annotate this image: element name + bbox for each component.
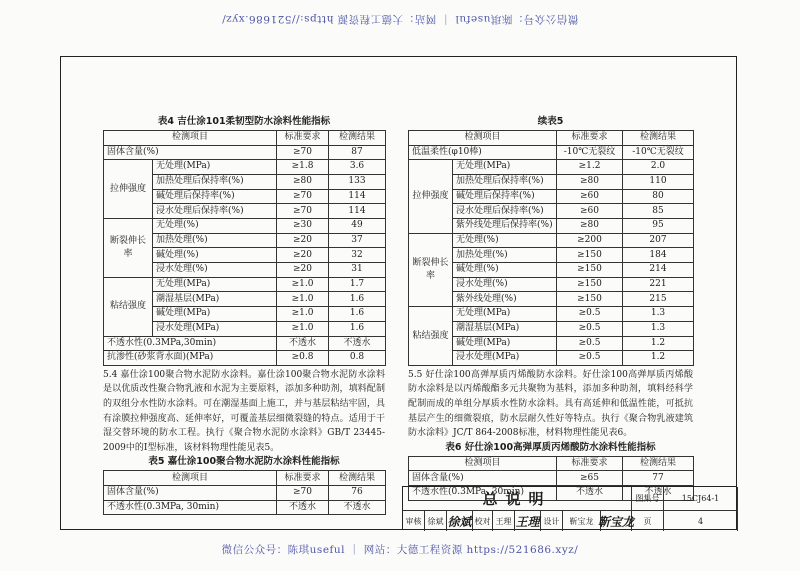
cell-requirement: ≥1.0 — [277, 321, 329, 336]
drawing-title: 总说明 — [403, 487, 632, 511]
cell-requirement: ≥200 — [557, 233, 623, 248]
table4-header-req: 标准要求 — [277, 130, 329, 145]
cell-item: 碱处理(MPa) — [453, 336, 557, 351]
cell-item: 不透水性(0.3MPa, 30min) — [409, 486, 557, 501]
cell-result: 114 — [329, 204, 386, 219]
cell-item: 紫外线处理后保持率(%) — [453, 219, 557, 234]
cell-result: 2.0 — [623, 160, 694, 175]
cell-requirement: ≥20 — [277, 248, 329, 263]
cell-item: 潮湿基层(MPa) — [153, 292, 277, 307]
cell-item: 无处理(MPa) — [153, 160, 277, 175]
table-row — [104, 219, 386, 234]
table-row — [104, 486, 386, 501]
cell-item: 碱处理(%) — [153, 248, 277, 263]
design-label: 设计 — [541, 511, 563, 531]
cell-requirement: ≥0.5 — [557, 351, 623, 366]
cell-requirement: ≥0.8 — [277, 351, 329, 366]
cell-requirement: ≥0.5 — [557, 307, 623, 322]
cell-requirement: ≥60 — [557, 204, 623, 219]
cell-result: 49 — [329, 219, 386, 234]
cell-result: 80 — [623, 189, 694, 204]
table4-header-row — [104, 130, 386, 145]
cell-result: 不透水 — [329, 500, 386, 515]
table4 — [103, 130, 386, 366]
table-row — [409, 471, 694, 486]
cell-requirement: ≥0.5 — [557, 321, 623, 336]
cell-result: 3.6 — [329, 160, 386, 175]
table4-body — [104, 145, 386, 365]
cell-item: 固体含量(%) — [409, 471, 557, 486]
left-column — [103, 116, 385, 515]
cell-item: 固体含量(%) — [104, 145, 277, 160]
page-number: 4 — [664, 511, 738, 531]
table5-cont-header-row — [409, 130, 694, 145]
watermark-top: 微信公众号：陈琪useful ｜ 网站：大德工程资源 https://521686.xyz/ — [221, 13, 579, 25]
cell-item: 碱处理后保持率(%) — [453, 189, 557, 204]
table5-header-res: 检测结果 — [329, 471, 386, 486]
table5-cont-title: 续表5 — [537, 116, 564, 127]
cell-group: 断裂伸长率 — [409, 233, 453, 306]
table-row — [104, 277, 386, 292]
page-label: 页 — [632, 511, 664, 531]
cell-item: 浸水处理后保持率(%) — [153, 204, 277, 219]
table-row — [104, 160, 386, 175]
cell-result: 1.6 — [329, 307, 386, 322]
cell-requirement: ≥70 — [277, 189, 329, 204]
cell-requirement: ≥70 — [277, 486, 329, 501]
cell-result: 110 — [623, 174, 694, 189]
cell-group: 粘结强度 — [409, 307, 453, 366]
table6-title: 表6 好仕涂100高弹厚质丙烯酸防水涂料性能指标 — [445, 441, 656, 453]
cell-result: 85 — [623, 204, 694, 219]
table5-header-row — [104, 471, 386, 486]
cell-item: 加热处理(%) — [153, 233, 277, 248]
cell-result: 31 — [329, 263, 386, 278]
cell-result: 184 — [623, 248, 694, 263]
cell-result: 1.2 — [623, 351, 694, 366]
cell-result: 1.3 — [623, 321, 694, 336]
cell-requirement: ≥70 — [277, 204, 329, 219]
paragraph-5-4: 5.4 嘉仕涂100聚合物水泥防水涂料。嘉仕涂100聚合物水泥防水涂料是以优质改性聚合物乳液和水泥为主要原料，添加多种助剂，填料配制的双组分水性防水涂料。可在潮湿基面上施工，并与基层粘结牢固，具有涂膜拉伸强度高、延伸率好，可覆盖基层细微裂缝的特点。适用于干湿交替环境的防水工程。执行《聚合物水泥防水涂料》GB/T 23445-2009中的Ⅰ型标准，该材料物理性能见表5。 — [103, 369, 385, 453]
cell-result: 1.6 — [329, 292, 386, 307]
cell-item: 加热处理后保持率(%) — [453, 174, 557, 189]
cell-requirement: ≥80 — [277, 174, 329, 189]
cell-item: 浸水处理(MPa) — [453, 351, 557, 366]
cell-item: 抗渗性(砂浆背水面)(MPa) — [104, 351, 277, 366]
reviewer-name: 徐斌 — [425, 511, 447, 531]
table4-header-item: 检测项目 — [104, 130, 277, 145]
cell-result: -10℃无裂纹 — [623, 145, 694, 160]
table5-cont — [408, 130, 694, 366]
cell-requirement: -10℃无裂纹 — [557, 145, 623, 160]
cell-requirement: ≥1.0 — [277, 277, 329, 292]
table4-header-res: 检测结果 — [329, 130, 386, 145]
cell-requirement: ≥65 — [557, 471, 623, 486]
cell-requirement: ≥70 — [277, 145, 329, 160]
cell-item: 固体含量(%) — [104, 486, 277, 501]
table-row — [104, 145, 386, 160]
cell-requirement: 不透水 — [277, 336, 329, 351]
cell-item: 紫外线处理(%) — [453, 292, 557, 307]
cell-requirement: ≥1.0 — [277, 292, 329, 307]
cell-requirement: ≥30 — [277, 219, 329, 234]
cell-item: 浸水处理(MPa) — [153, 321, 277, 336]
cell-group: 断裂伸长率 — [104, 219, 153, 278]
table6-header-row — [409, 456, 694, 471]
cell-result: 77 — [623, 471, 694, 486]
cell-requirement: ≥150 — [557, 277, 623, 292]
cell-result: 0.8 — [329, 351, 386, 366]
cell-result: 114 — [329, 189, 386, 204]
cell-item: 无处理(MPa) — [453, 160, 557, 175]
cell-requirement: 不透水 — [277, 500, 329, 515]
table5-title: 表5 嘉仕涂100聚合物水泥防水涂料性能指标 — [148, 456, 340, 468]
title-block — [402, 486, 737, 530]
cell-requirement: ≥20 — [277, 263, 329, 278]
cell-requirement: ≥150 — [557, 263, 623, 278]
cell-requirement: ≥1.8 — [277, 160, 329, 175]
cell-requirement: ≥150 — [557, 248, 623, 263]
table-row — [104, 500, 386, 515]
table5-cont-body — [409, 145, 694, 365]
cell-requirement: 不透水 — [557, 486, 623, 501]
cell-item: 不透水性(0.3MPa, 30min) — [104, 500, 277, 515]
table-row — [409, 160, 694, 175]
cell-requirement: ≥1.0 — [277, 307, 329, 322]
cell-requirement: ≥1.2 — [557, 160, 623, 175]
checker-name: 王理 — [493, 511, 515, 531]
cell-result: 1.2 — [623, 336, 694, 351]
table5-cont-header-item: 检测项目 — [409, 130, 557, 145]
cell-requirement: ≥80 — [557, 174, 623, 189]
table5-header-req: 标准要求 — [277, 471, 329, 486]
check-label: 校对 — [473, 511, 493, 531]
table6-header-req: 标准要求 — [557, 456, 623, 471]
cell-item: 无处理(%) — [153, 219, 277, 234]
cell-item: 无处理(%) — [453, 233, 557, 248]
cell-requirement: ≥150 — [557, 292, 623, 307]
cell-result: 不透水 — [329, 336, 386, 351]
cell-item: 碱处理后保持率(%) — [153, 189, 277, 204]
watermark-bottom: 微信公众号：陈琪useful ｜ 网站：大德工程资源 https://521686.xyz/ — [221, 544, 579, 556]
cell-item: 浸水处理后保持率(%) — [453, 204, 557, 219]
atlas-number: 15CJ64-1 — [664, 487, 738, 511]
cell-item: 低温柔性(φ10棒) — [409, 145, 557, 160]
review-label: 审核 — [403, 511, 425, 531]
table6-header-item: 检测项目 — [409, 456, 557, 471]
table4-title: 表4 吉仕涂101柔韧型防水涂料性能指标 — [157, 116, 331, 127]
cell-result: 32 — [329, 248, 386, 263]
cell-result: 1.3 — [623, 307, 694, 322]
table5-cont-header-res: 检测结果 — [623, 130, 694, 145]
table-row — [104, 351, 386, 366]
cell-item: 浸水处理(%) — [153, 263, 277, 278]
cell-result: 87 — [329, 145, 386, 160]
table5-header-item: 检测项目 — [104, 471, 277, 486]
table-row — [409, 307, 694, 322]
cell-item: 碱处理(%) — [453, 263, 557, 278]
atlas-label: 图集号 — [632, 487, 664, 511]
cell-group: 粘结强度 — [104, 277, 153, 336]
cell-result: 76 — [329, 486, 386, 501]
cell-requirement: ≥80 — [557, 219, 623, 234]
cell-result: 95 — [623, 219, 694, 234]
table-row — [104, 336, 386, 351]
designer-signature: 靳宝龙 — [601, 511, 632, 531]
cell-result: 207 — [623, 233, 694, 248]
cell-result: 214 — [623, 263, 694, 278]
cell-group: 拉伸强度 — [409, 160, 453, 233]
cell-item: 浸水处理(%) — [453, 277, 557, 292]
paragraph-5-5: 5.5 好仕涂100高弹厚质丙烯酸防水涂料。好仕涂100高弹厚质丙烯酸防水涂料是以丙烯酸酯多元共聚物为基料，添加多种助剂，填料经科学配制而成的单组分厚质水性防水涂料。具有高延伸和低温性能，可抵抗基层产生的细微裂痕，防水层耐久性好等特点。执行《聚合物乳液建筑防水涂料》JC/T 864-2008标准，材料物理性能见表6。 — [408, 369, 693, 439]
cell-result: 133 — [329, 174, 386, 189]
cell-result: 221 — [623, 277, 694, 292]
table-row — [409, 233, 694, 248]
cell-result: 1.6 — [329, 321, 386, 336]
checker-signature: 王理 — [515, 511, 541, 531]
cell-item: 无处理(MPa) — [153, 277, 277, 292]
cell-result: 不透水 — [623, 486, 694, 501]
cell-requirement: ≥60 — [557, 189, 623, 204]
cell-item: 加热处理(%) — [453, 248, 557, 263]
cell-requirement: ≥0.5 — [557, 336, 623, 351]
table5-body — [104, 486, 386, 515]
cell-result: 215 — [623, 292, 694, 307]
cell-item: 加热处理后保持率(%) — [153, 174, 277, 189]
table-row — [409, 145, 694, 160]
cell-item: 碱处理(MPa) — [153, 307, 277, 322]
cell-item: 无处理(MPa) — [453, 307, 557, 322]
table5-cont-header-req: 标准要求 — [557, 130, 623, 145]
cell-group: 拉伸强度 — [104, 160, 153, 219]
cell-item: 潮湿基层(MPa) — [453, 321, 557, 336]
reviewer-signature: 徐斌 — [447, 511, 473, 531]
cell-item: 不透水性(0.3MPa,30min) — [104, 336, 277, 351]
designer-name: 靳宝龙 — [563, 511, 601, 531]
cell-requirement: ≥20 — [277, 233, 329, 248]
table5 — [103, 470, 386, 515]
cell-result: 37 — [329, 233, 386, 248]
cell-result: 1.7 — [329, 277, 386, 292]
table6-header-res: 检测结果 — [623, 456, 694, 471]
right-column — [408, 116, 693, 501]
